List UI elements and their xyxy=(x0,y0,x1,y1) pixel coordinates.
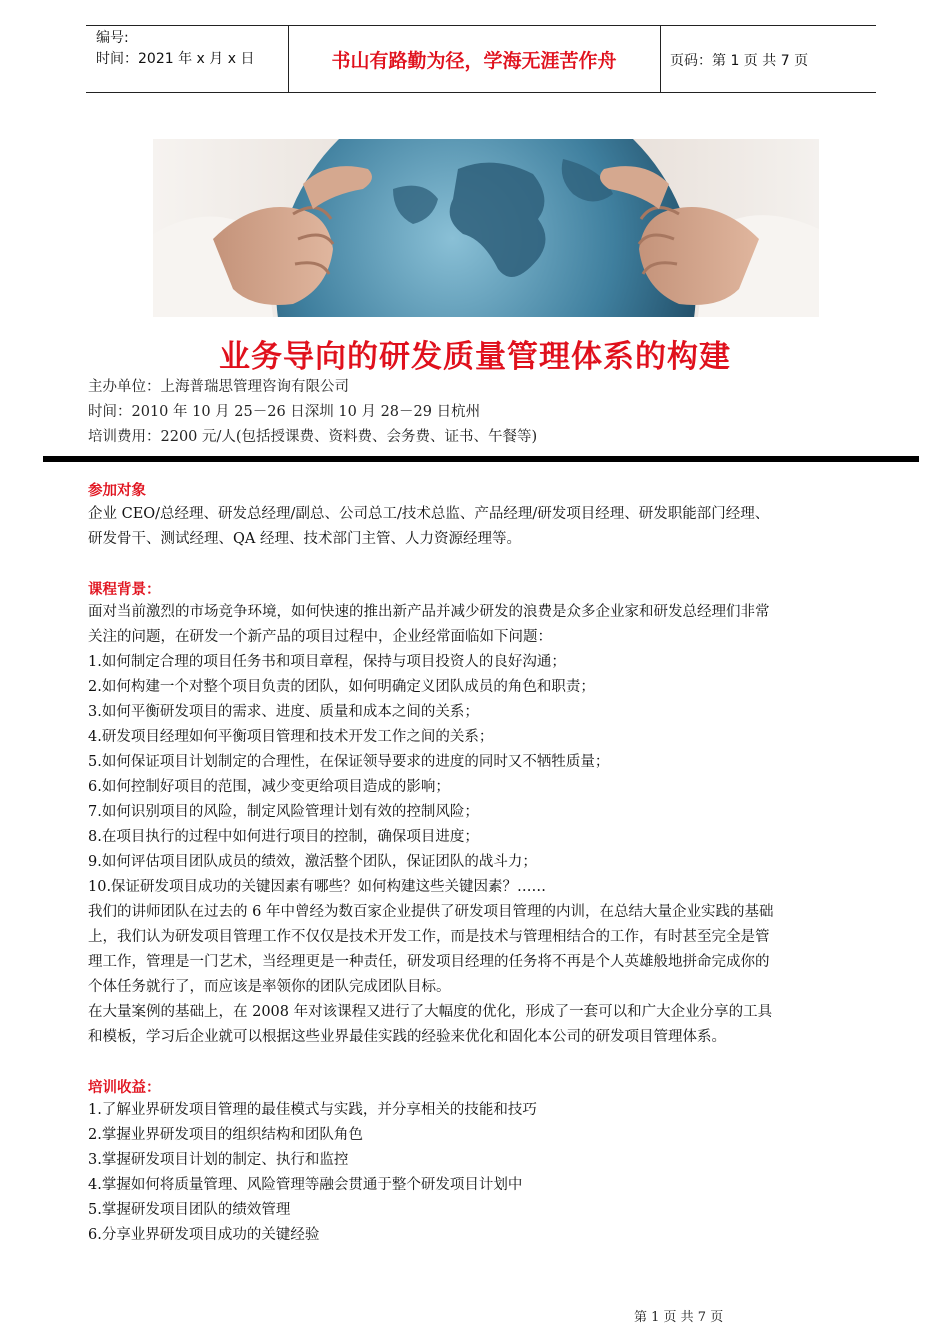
benefit-item: 6.分享业界研发项目成功的关键经验 xyxy=(88,1227,320,1243)
schedule-line: 时间：2010 年 10 月 25－26 日深圳 10 月 28－29 日杭州 xyxy=(88,404,481,420)
background-heading: 课程背景： xyxy=(88,582,161,598)
background-line: 2.如何构建一个对整个项目负责的团队，如何明确定义团队成员的角色和职责； xyxy=(88,679,595,695)
benefit-item: 4.掌握如何将质量管理、风险管理等融会贯通于整个研发项目计划中 xyxy=(88,1177,523,1193)
audience-heading: 参加对象 xyxy=(88,483,146,499)
header-divider xyxy=(660,26,661,92)
background-line: 1.如何制定合理的项目任务书和项目章程，保持与项目投资人的良好沟通； xyxy=(88,654,566,670)
background-line: 6.如何控制好项目的范围，减少变更给项目造成的影响； xyxy=(88,779,450,795)
background-line: 8.在项目执行的过程中如何进行项目的控制，确保项目进度； xyxy=(88,829,479,845)
fee-line: 培训费用：2200 元/人(包括授课费、资料费、会务费、证书、午餐等) xyxy=(88,429,538,445)
background-line: 5.如何保证项目计划制定的合理性，在保证领导要求的进度的同时又不牺牲质量； xyxy=(88,754,610,770)
time-label: 时间：2021 年 x 月 x 日 xyxy=(96,51,255,67)
background-line: 我们的讲师团队在过去的 6 年中曾经为数百家企业提供了研发项目管理的内训，在总结大量企业实践的基础 xyxy=(88,904,774,920)
background-line: 4.研发项目经理如何平衡项目管理和技术开发工作之间的关系； xyxy=(88,729,494,745)
background-line: 10.保证研发项目成功的关键因素有哪些？如何构建这些关键因素？…… xyxy=(88,879,547,895)
audience-line: 研发骨干、测试经理、QA 经理、技术部门主管、人力资源经理等。 xyxy=(88,531,521,547)
globe-hands-banner xyxy=(153,139,819,317)
background-line: 9.如何评估项目团队成员的绩效，激活整个团队，保证团队的战斗力； xyxy=(88,854,537,870)
benefit-item: 2.掌握业界研发项目的组织结构和团队角色 xyxy=(88,1127,363,1143)
background-line: 理工作，管理是一门艺术，当经理更是一种责任，研发项目经理的任务将不再是个人英雄般地拼命完成你的 xyxy=(88,954,770,970)
organizer-line: 主办单位：上海普瑞思管理咨询有限公司 xyxy=(88,379,349,395)
background-line: 在大量案例的基础上，在 2008 年对该课程又进行了大幅度的优化，形成了一套可以和广大企业分享的工具 xyxy=(88,1004,773,1020)
background-line: 上，我们认为研发项目管理工作不仅仅是技术开发工作，而是技术与管理相结合的工作，有时甚至完全是管 xyxy=(88,929,770,945)
background-line: 关注的问题，在研发一个新产品的项目过程中，企业经常面临如下问题： xyxy=(88,629,552,645)
header-motto: 书山有路勤为径，学海无涯苦作舟 xyxy=(331,49,617,72)
background-line: 7.如何识别项目的风险，制定风险管理计划有效的控制风险； xyxy=(88,804,479,820)
header-info xyxy=(96,28,254,70)
section-divider xyxy=(43,456,919,462)
audience-line: 企业 CEO/总经理、研发总经理/副总、公司总工/技术总监、产品经理/研发项目经理、研发职能部门经理、 xyxy=(88,506,770,522)
background-line: 个体任务就行了，而应该是率领你的团队完成团队目标。 xyxy=(88,979,451,995)
benefits-heading: 培训收益： xyxy=(88,1080,161,1096)
page-title: 业务导向的研发质量管理体系的构建 xyxy=(219,339,731,375)
page-footer: 第 1 页 共 7 页 xyxy=(634,1310,724,1325)
background-line: 3.如何平衡研发项目的需求、进度、质量和成本之间的关系； xyxy=(88,704,479,720)
benefit-item: 5.掌握研发项目团队的绩效管理 xyxy=(88,1202,291,1218)
header-page-label: 页码：第 1 页 共 7 页 xyxy=(670,53,809,69)
benefit-item: 3.掌握研发项目计划的制定、执行和监控 xyxy=(88,1152,349,1168)
globe-hands-illustration xyxy=(153,139,819,317)
background-line: 和模板，学习后企业就可以根据这些业界最佳实践的经验来优化和固化本公司的研发项目管理体系。 xyxy=(88,1029,726,1045)
number-label: 编号: xyxy=(96,30,129,46)
background-line: 面对当前激烈的市场竞争环境，如何快速的推出新产品并减少研发的浪费是众多企业家和研发总经理们非常 xyxy=(88,604,770,620)
benefit-item: 1.了解业界研发项目管理的最佳模式与实践，并分享相关的技能和技巧 xyxy=(88,1102,537,1118)
page-header xyxy=(86,25,876,93)
